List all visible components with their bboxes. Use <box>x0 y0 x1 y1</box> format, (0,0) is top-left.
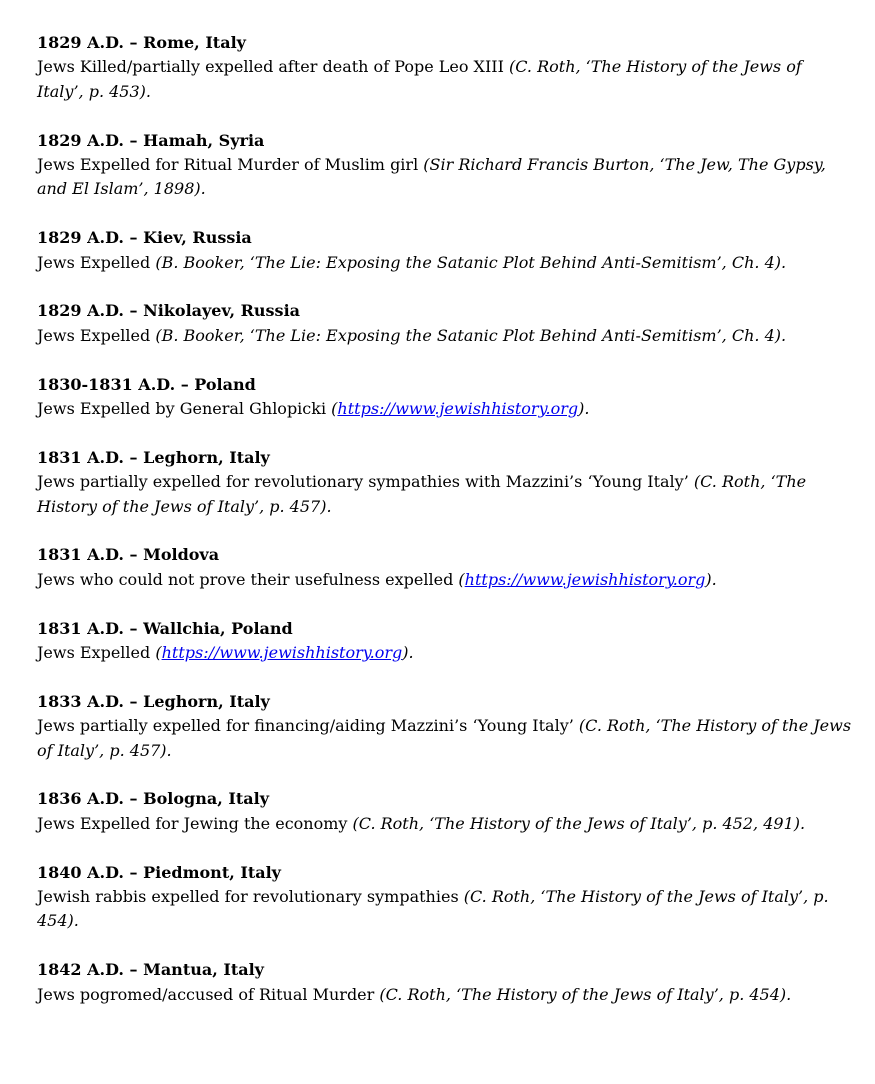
entry-text: Jews who could not prove their usefulness expelled <box>37 569 459 589</box>
entry-body <box>37 251 852 275</box>
citation-end: ). <box>705 569 717 589</box>
entry <box>37 226 852 275</box>
citation-text: ( <box>458 569 465 589</box>
citation-text: ( <box>331 399 338 419</box>
entry-text: Jews partially expelled for financing/aiding Mazzini’s ‘Young Italy’ <box>37 716 579 736</box>
entry-citation <box>379 985 791 1004</box>
citation-text: (Sir Richard Francis Burton, ‘The Jew, The Gypsy, and El Islam’, 1898). <box>37 155 826 199</box>
entry-heading: 1829 A.D. – Hamah, Syria <box>37 130 265 150</box>
entry <box>37 690 852 763</box>
entry-heading: 1833 A.D. – Leghorn, Italy <box>37 691 270 711</box>
citation-text: (B. Booker, ‘The Lie: Exposing the Satanic Plot Behind Anti-Semitism’, Ch. 4). <box>155 325 787 345</box>
entry-heading: 1831 A.D. – Moldova <box>37 545 220 565</box>
entry <box>37 861 852 934</box>
entry-heading: 1829 A.D. – Rome, Italy <box>37 33 246 52</box>
citation-end: ). <box>402 643 414 663</box>
entry-heading: 1829 A.D. – Kiev, Russia <box>37 228 252 248</box>
citation-text: (C. Roth, ‘The History of the Jews of Italy’, p. 453). <box>37 57 802 101</box>
entry-body <box>37 885 852 934</box>
source-link[interactable]: https://www.jewishhistory.org <box>337 399 579 419</box>
entry-body <box>37 397 852 421</box>
entry-heading: 1842 A.D. – Mantua, Italy <box>37 960 264 980</box>
citation-text: (C. Roth, ‘The History of the Jews of Italy’, p. 457). <box>37 716 852 760</box>
entry-citation <box>155 643 413 662</box>
entry-citation <box>353 814 806 833</box>
entry-heading: 1830-1831 A.D. – Poland <box>37 374 256 394</box>
entry-text: Jewish rabbis expelled for revolutionary sympathies <box>37 887 464 907</box>
entry-text: Jews Expelled <box>37 325 156 345</box>
entry-text: Jews Expelled <box>37 252 156 272</box>
entry-heading: 1831 A.D. – Leghorn, Italy <box>37 447 270 467</box>
entry-body <box>37 983 852 1007</box>
entry-body <box>37 55 852 104</box>
entry-text: Jews Expelled <box>37 643 156 663</box>
entry <box>37 373 852 422</box>
entry-body <box>37 641 852 665</box>
citation-end: ). <box>578 399 590 419</box>
entry <box>37 787 852 836</box>
citation-text: (C. Roth, ‘The History of the Jews of Italy’, p. 454). <box>379 984 792 1004</box>
entry-citation <box>458 570 716 589</box>
entry-body <box>37 568 852 592</box>
entry-body <box>37 812 852 836</box>
entry-citation <box>155 253 786 272</box>
citation-text: (C. Roth, ‘The History of the Jews of Italy’, p. 457). <box>37 472 807 516</box>
citation-text: (C. Roth, ‘The History of the Jews of Italy’, p. 452, 491). <box>352 813 806 833</box>
entry-citation <box>331 399 589 418</box>
entry <box>37 31 852 104</box>
entry-text: Jews Killed/partially expelled after death of Pope Leo XIII <box>37 57 509 77</box>
source-link[interactable]: https://www.jewishhistory.org <box>161 643 403 663</box>
citation-text: (B. Booker, ‘The Lie: Exposing the Satanic Plot Behind Anti-Semitism’, Ch. 4). <box>155 252 787 272</box>
entry-text: Jews Expelled for Jewing the economy <box>37 813 353 833</box>
entry-text: Jews pogromed/accused of Ritual Murder <box>37 984 380 1004</box>
source-link[interactable]: https://www.jewishhistory.org <box>464 569 706 589</box>
entry-body <box>37 153 852 202</box>
entry-heading: 1831 A.D. – Wallchia, Poland <box>37 618 293 638</box>
entry-heading: 1829 A.D. – Nikolayev, Russia <box>37 301 301 321</box>
entry-body <box>37 714 852 763</box>
document-body <box>37 31 852 1031</box>
entry <box>37 543 852 592</box>
entry <box>37 299 852 348</box>
entry-text: Jews partially expelled for revolutionary sympathies with Mazzini’s ‘Young Italy’ <box>37 472 694 492</box>
entry <box>37 958 852 1007</box>
entry-body <box>37 470 852 519</box>
entry-text: Jews Expelled for Ritual Murder of Muslim girl <box>37 155 424 175</box>
entry-heading: 1840 A.D. – Piedmont, Italy <box>37 862 281 882</box>
entry <box>37 129 852 202</box>
entry-heading: 1836 A.D. – Bologna, Italy <box>37 789 269 809</box>
entry-text: Jews Expelled by General Ghlopicki <box>37 399 332 419</box>
entry <box>37 446 852 519</box>
entry-citation <box>155 326 786 345</box>
entry-body <box>37 324 852 348</box>
citation-text: (C. Roth, ‘The History of the Jews of Italy’, p. 454). <box>37 887 829 931</box>
entry <box>37 617 852 666</box>
citation-text: ( <box>155 643 162 663</box>
